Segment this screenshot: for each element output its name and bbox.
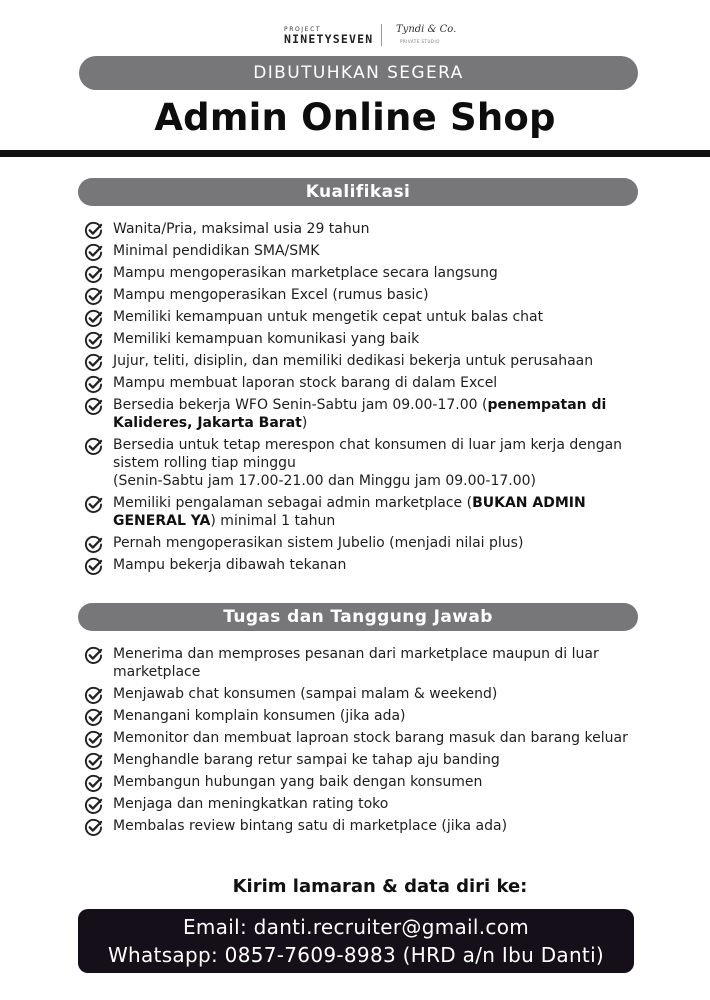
check-circle-icon [84,752,103,771]
item-text: Mampu mengoperasikan marketplace secara langsung [113,265,498,281]
tugas-item [84,645,644,681]
page-title: Admin Online Shop [154,96,556,139]
check-circle-icon [84,353,103,372]
item-text: Pernah mengoperasikan sistem Jubelio (menjadi nilai plus) [113,535,524,551]
item-text: Memonitor dan membuat laproan stock barang masuk dan barang keluar [113,730,628,746]
tugas-item [84,817,644,835]
item-text: Memiliki kemampuan untuk mengetik cepat untuk balas chat [113,309,544,325]
contact-whatsapp: Whatsapp: 0857-7609-8983 (HRD a/n Ibu Danti) [107,943,605,967]
check-circle-icon [84,309,103,328]
tugas-item [84,729,644,747]
item-text: Mampu bekerja dibawah tekanan [113,557,347,573]
check-circle-icon [84,495,103,514]
check-circle-icon [84,774,103,793]
item-text: Menjaga dan meningkatkan rating toko [113,796,389,812]
title-divider [0,150,710,157]
check-circle-icon [84,243,103,262]
emphasis-text: BUKAN ADMIN GENERAL YA [113,495,586,529]
kualifikasi-item [84,286,644,304]
kualifikasi-item [84,220,644,238]
logo-divider [381,24,382,46]
kualifikasi-item [84,330,644,348]
kualifikasi-item [84,352,644,370]
kualifikasi-item [84,436,644,490]
item-text: Menghandle barang retur sampai ke tahap aju banding [113,752,500,768]
item-text: Bersedia bekerja WFO Senin-Sabtu jam 09.00-17.00 ( [113,397,488,413]
item-text: Menjawab chat konsumen (sampai malam & weekend) [113,686,498,702]
urgent-banner: DIBUTUHKAN SEGERA [79,56,638,90]
check-circle-icon [84,557,103,576]
kualifikasi-item [84,242,644,260]
check-circle-icon [84,730,103,749]
kualifikasi-heading: Kualifikasi [78,178,638,206]
check-circle-icon [84,708,103,727]
tugas-list [84,645,644,839]
item-text: Mampu membuat laporan stock barang di dalam Excel [113,375,498,391]
tugas-item [84,751,644,769]
item-text: Mampu mengoperasikan Excel (rumus basic) [113,287,429,303]
check-circle-icon [84,375,103,394]
contact-box [78,909,634,973]
kualifikasi-item [84,374,644,392]
kualifikasi-item [84,396,644,432]
item-text: Bersedia untuk tetap merespon chat konsumen di luar jam kerja dengan sistem rolling tiap minggu [113,437,623,471]
check-circle-icon [84,686,103,705]
check-circle-icon [84,535,103,554]
item-text-continued: (Senin-Sabtu jam 17.00-21.00 dan Minggu jam 09.00-17.00) [113,473,536,489]
project-ninetyseven-logo: PROJECT NINETYSEVEN [284,26,374,46]
item-text: Memiliki kemampuan komunikasi yang baik [113,331,420,347]
kualifikasi-item [84,534,644,552]
item-text: Wanita/Pria, maksimal usia 29 tahun [113,221,370,237]
check-circle-icon [84,287,103,306]
check-circle-icon [84,265,103,284]
item-text: Membangun hubungan yang baik dengan konsumen [113,774,483,790]
check-circle-icon [84,646,103,665]
item-text: ) minimal 1 tahun [210,513,336,529]
item-text: Membalas review bintang satu di marketplace (jika ada) [113,818,508,834]
kualifikasi-item [84,494,644,530]
item-text: Menerima dan memproses pesanan dari marketplace maupun di luar marketplace [113,646,599,680]
item-text: Jujur, teliti, disiplin, dan memiliki dedikasi bekerja untuk perusahaan [113,353,594,369]
kualifikasi-item [84,264,644,282]
tugas-item [84,773,644,791]
tugas-item [84,707,644,725]
tugas-item [84,795,644,813]
kualifikasi-item [84,308,644,326]
kualifikasi-item [84,556,644,574]
kualifikasi-list [84,220,644,578]
check-circle-icon [84,221,103,240]
item-text: Memiliki pengalaman sebagai admin marketplace ( [113,495,473,511]
send-application-label: Kirim lamaran & data diri ke: [232,876,528,897]
tugas-heading: Tugas dan Tanggung Jawab [78,603,638,631]
item-text: ) [301,415,308,431]
contact-email: Email: danti.recruiter@gmail.com [182,915,530,939]
check-circle-icon [84,437,103,456]
header-logos [0,20,710,50]
emphasis-text: penempatan di Kalideres, Jakarta Barat [113,397,607,431]
check-circle-icon [84,818,103,837]
check-circle-icon [84,397,103,416]
tyndi-co-logo: Tyndi & Co. PRIVATE STUDIO [396,24,457,44]
item-text: Minimal pendidikan SMA/SMK [113,243,320,259]
item-text: Menangani komplain konsumen (jika ada) [113,708,406,724]
check-circle-icon [84,331,103,350]
check-circle-icon [84,796,103,815]
tugas-item [84,685,644,703]
